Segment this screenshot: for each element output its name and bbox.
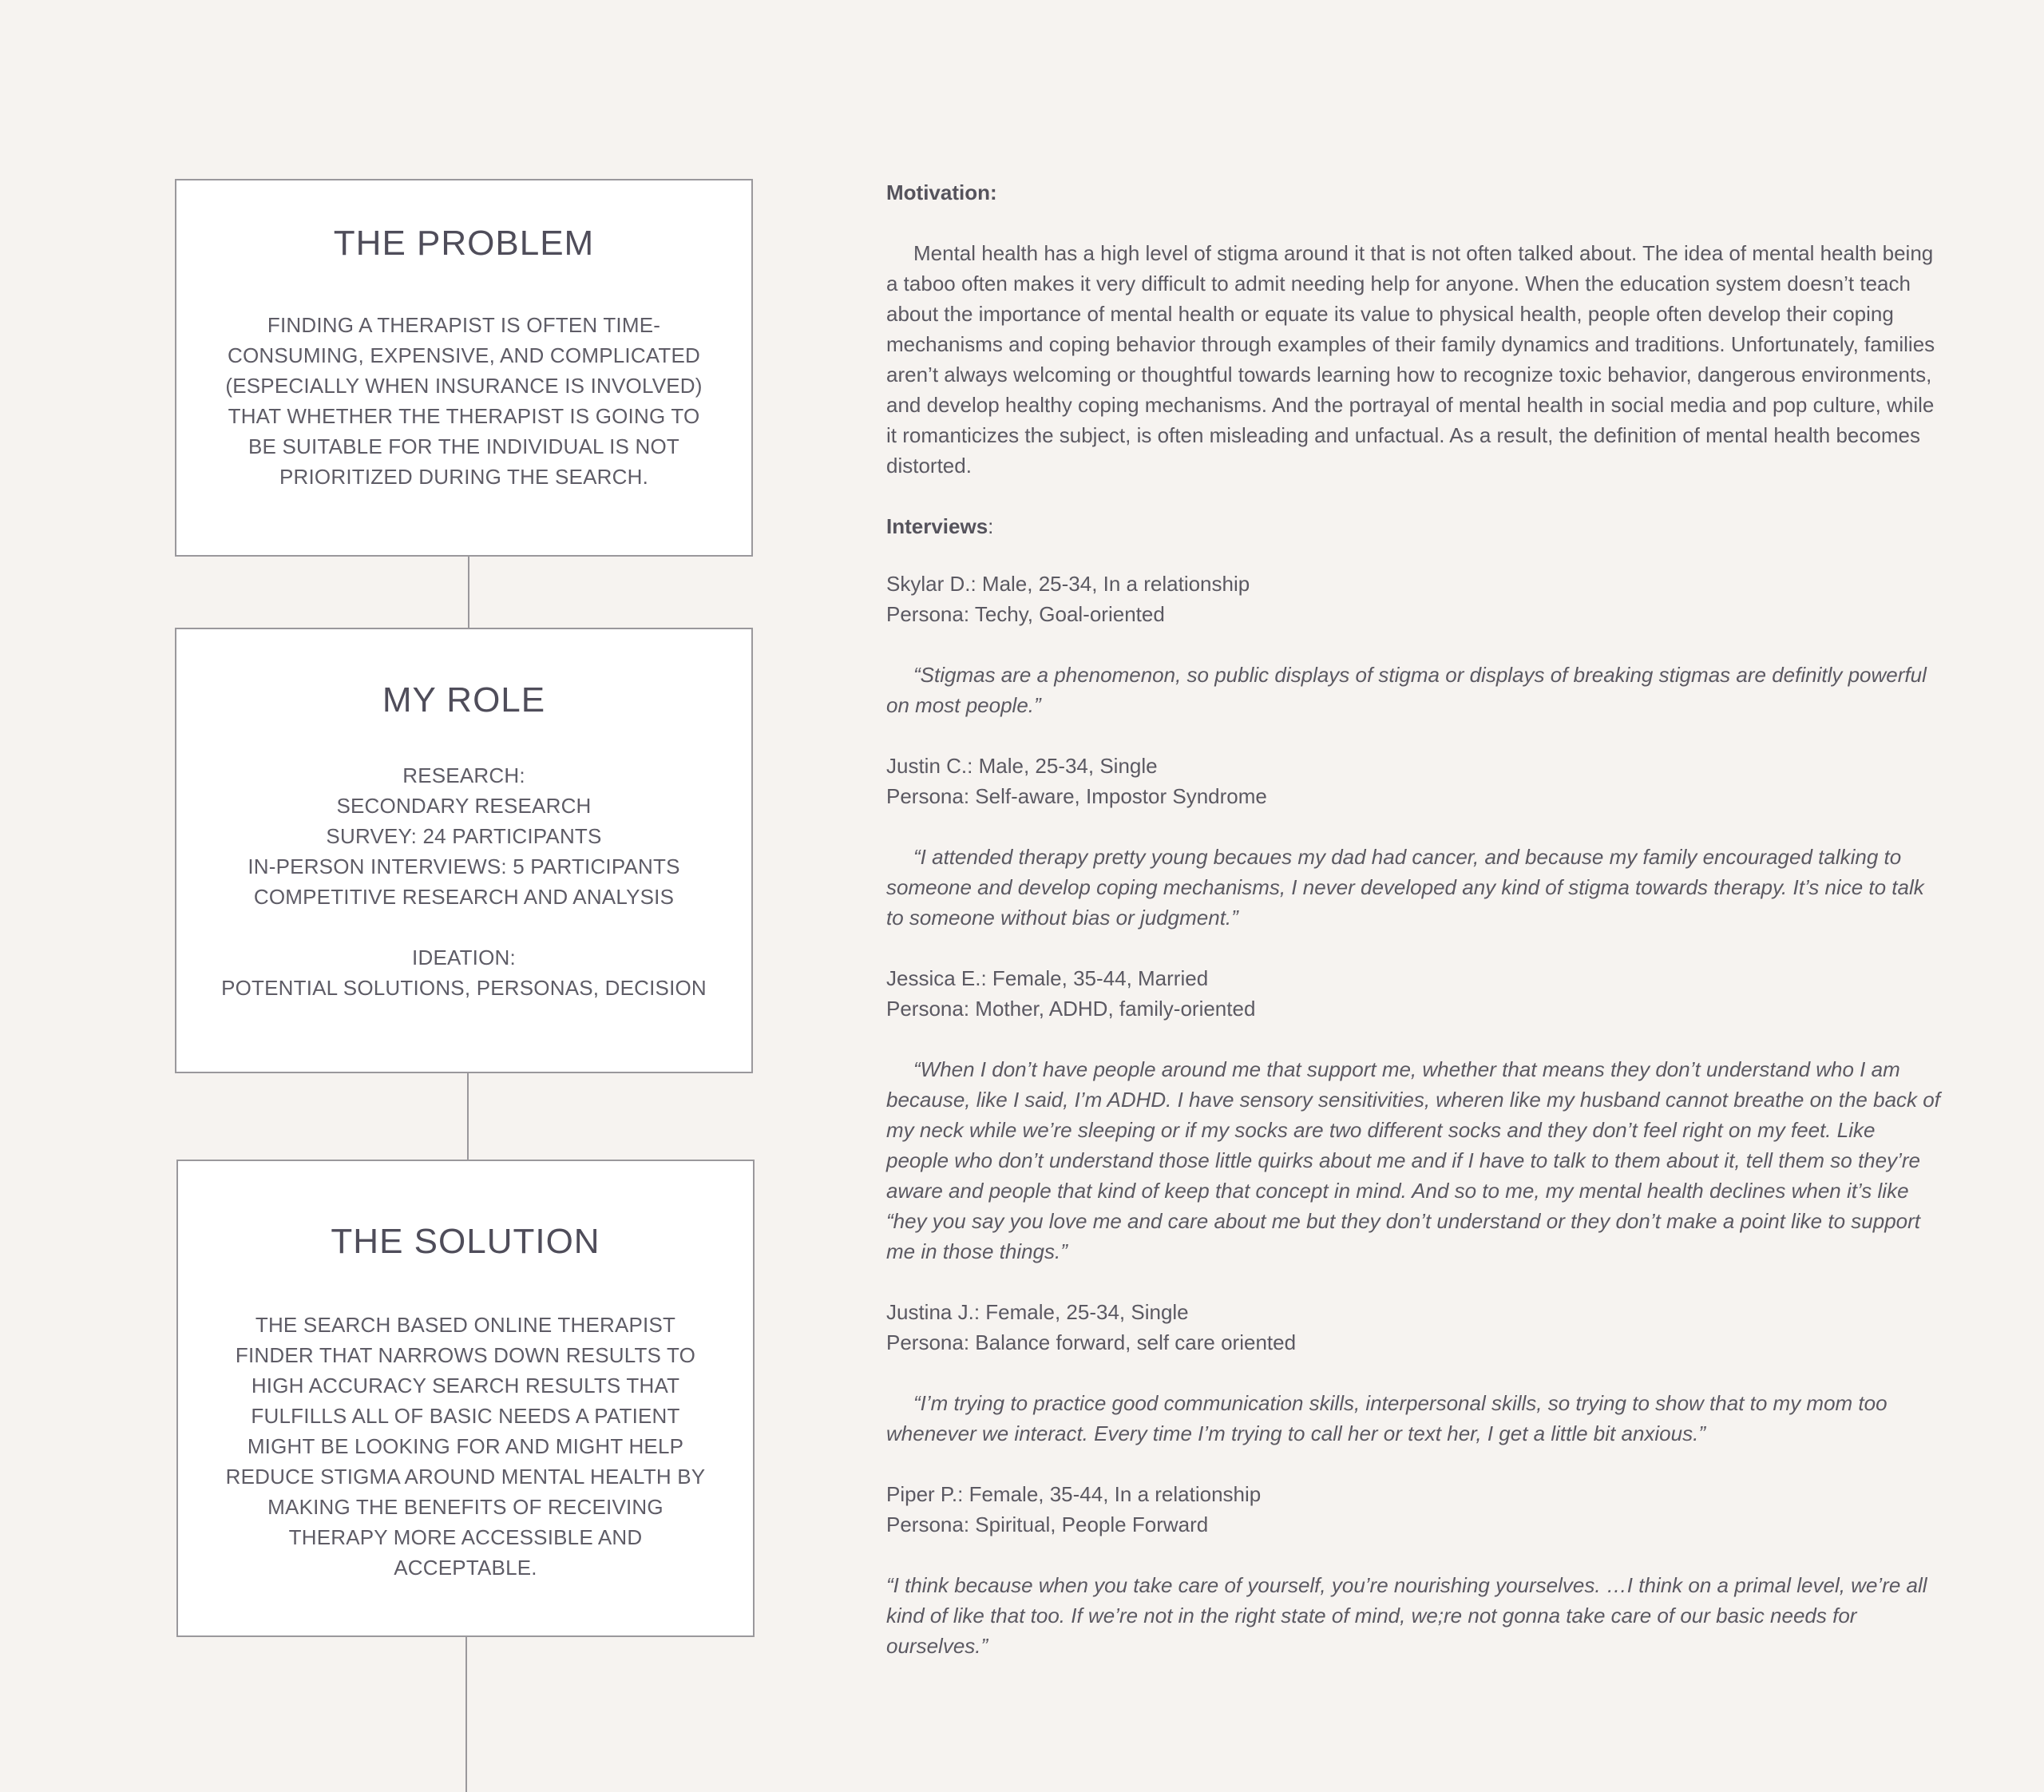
interview-entry [886,751,1940,933]
problem-line: PRIORITIZED DURING THE SEARCH. [279,465,648,489]
interview-quote: “I think because when you take care of yourself, you’re nourishing yourselves. …I think on a primal level, we’re all kind of like that too. If we’re not in the right state of mind, we;re not gonna take care of our basic needs for ourselves.” [886,1573,1927,1658]
solution-line: FINDER THAT NARROWS DOWN RESULTS TO [235,1343,696,1367]
role-line: SECONDARY RESEARCH [336,794,592,818]
motivation-paragraph: Mental health has a high level of stigma around it that is not often talked about. The idea of mental health being a taboo often makes it very difficult to admit needing help for anyone. When the education system doesn’t teach about the importance of mental health or equate its value to physical health, people often develop their coping mechanisms and coping behavior through examples of their family dynamics and traditions. Unfortunately, families aren’t always welcoming or thoughtful towards learning how to recognize toxic behavior, dangerous environments, and develop healthy coping mechanisms. And the portrayal of mental health in social media and pop culture, while it romanticizes the subject, is often misleading and unfactual. As a result, the definition of mental health becomes distorted. [886,241,1935,478]
role-line: IDEATION: [412,946,516,969]
problem-card [175,179,753,557]
solution-line: HIGH ACCURACY SEARCH RESULTS THAT [251,1374,680,1398]
problem-line: CONSUMING, EXPENSIVE, AND COMPLICATED [227,343,701,367]
role-line: RESEARCH: [402,763,525,787]
problem-line: FINDING A THERAPIST IS OFTEN TIME- [267,313,661,337]
role-text [176,760,751,1003]
motivation-heading: Motivation: [886,180,997,204]
role-card [175,628,753,1073]
solution-card [176,1160,755,1637]
solution-title: THE SOLUTION [331,1222,600,1261]
role-line: SURVEY: 24 PARTICIPANTS [326,824,602,848]
interviews-heading [886,511,1940,541]
interview-quote: “Stigmas are a phenomenon, so public displays of stigma or displays of breaking stigmas are definitly powerful on most people.” [886,663,1927,717]
interviewee-details: Jessica E.: Female, 35-44, Married [886,966,1209,990]
solution-line: MIGHT BE LOOKING FOR AND MIGHT HELP [247,1434,684,1458]
problem-line: (ESPECIALLY WHEN INSURANCE IS INVOLVED) [225,374,703,398]
solution-line: REDUCE STIGMA AROUND MENTAL HEALTH BY [225,1465,706,1489]
interview-entry [886,569,1940,720]
interviewee-persona: Persona: Spiritual, People Forward [886,1512,1209,1536]
interview-entry [886,1297,1940,1449]
role-line: IN-PERSON INTERVIEWS: 5 PARTICIPANTS [248,854,680,878]
connector-line [467,1072,469,1161]
problem-title: THE PROBLEM [333,224,595,263]
role-line: POTENTIAL SOLUTIONS, PERSONAS, DECISION [221,976,707,1000]
interviews-heading-text: Interviews [886,514,988,538]
interviewee-persona: Persona: Self-aware, Impostor Syndrome [886,784,1267,808]
connector-line [468,556,469,629]
interview-quote: “When I don’t have people around me that support me, whether that means they don’t understand who I am because, like I said, I’m ADHD. I have sensory sensitivities, wheren like my husband cannot breathe on the back of my neck while we’re sleeping or if my socks are two different socks and they don’t feel right on my feet. Like people who don’t understand those little quirks about me and if I have to talk to them about it, tell them so they’re aware and people that kind of keep that concept in mind. And so to me, my mental health declines when it’s like “hey you say you love me and care about me but they don’t understand or they don’t make a point like to support me in those things.” [886,1057,1940,1263]
solution-line: ACCEPTABLE. [394,1556,537,1580]
interview-quote: “I’m trying to practice good communication skills, interpersonal skills, so trying to show that to my mom too whenever we interact. Every time I’m trying to call her or text her, I get a little bit anxious.” [886,1391,1888,1445]
interviewee-details: Piper P.: Female, 35-44, In a relationship [886,1482,1262,1506]
interviews-heading-colon: : [988,514,994,538]
interviewee-details: Skylar D.: Male, 25-34, In a relationship [886,572,1250,596]
interviewee-details: Justina J.: Female, 25-34, Single [886,1300,1189,1324]
problem-text [176,310,751,492]
connector-line [465,1635,467,1792]
role-title: MY ROLE [382,680,546,720]
interviewee-persona: Persona: Techy, Goal-oriented [886,602,1165,626]
interview-entry [886,1479,1940,1661]
role-line [176,912,751,942]
solution-line: MAKING THE BENEFITS OF RECEIVING [267,1495,664,1519]
interview-entry [886,963,1940,1267]
interview-quote: “I attended therapy pretty young becaues my dad had cancer, and because my family encouraged talking to someone and develop coping mechanisms, I never developed any kind of stigma towards therapy. It’s nice to talk to someone without bias or judgment.” [886,845,1924,930]
interviewee-persona: Persona: Mother, ADHD, family-oriented [886,997,1256,1021]
problem-line: THAT WHETHER THE THERAPIST IS GOING TO [228,404,700,428]
problem-line: BE SUITABLE FOR THE INDIVIDUAL IS NOT [248,434,680,458]
interviewee-persona: Persona: Balance forward, self care oriented [886,1330,1297,1354]
solution-line: FULFILLS ALL OF BASIC NEEDS A PATIENT [251,1404,680,1428]
research-notes [886,177,1940,1661]
role-line: COMPETITIVE RESEARCH AND ANALYSIS [253,885,675,909]
solution-line: THE SEARCH BASED ONLINE THERAPIST [255,1313,676,1337]
solution-line: THERAPY MORE ACCESSIBLE AND [288,1525,643,1549]
solution-text [178,1310,753,1583]
interviewee-details: Justin C.: Male, 25-34, Single [886,754,1158,778]
